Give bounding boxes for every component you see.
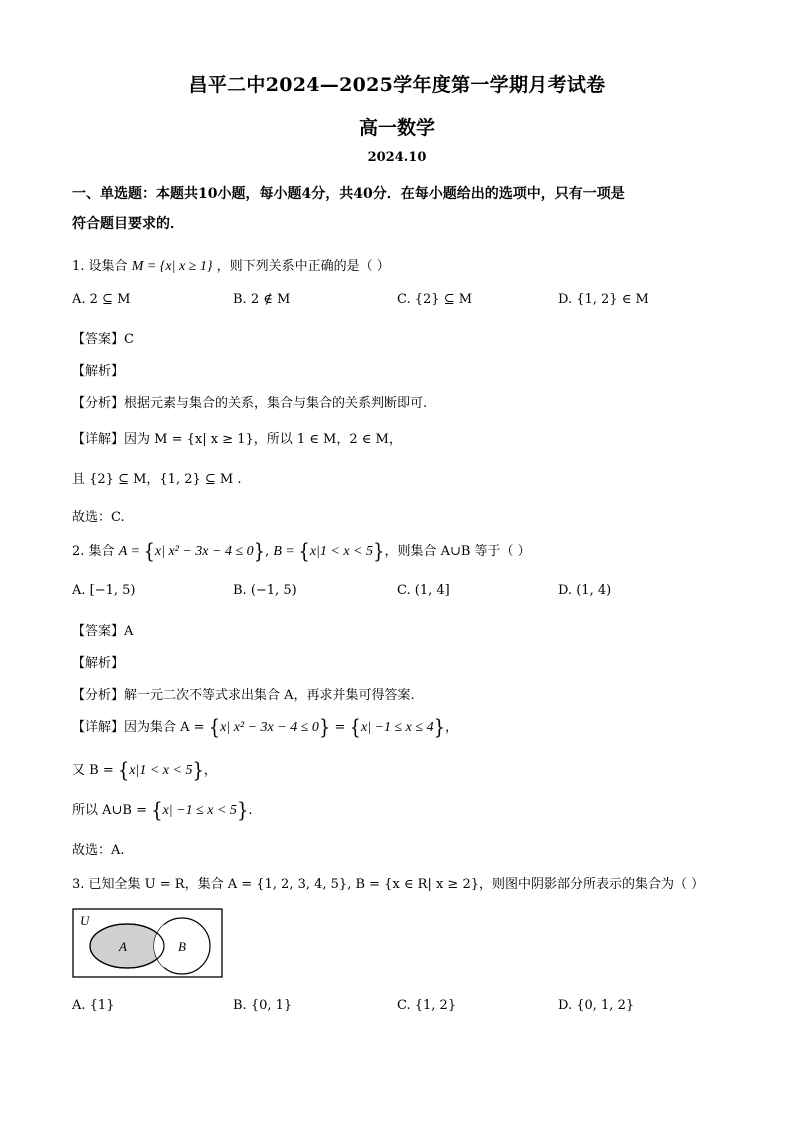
- q2-option-a: A. [−1, 5): [72, 583, 136, 598]
- q3-option-c: C. {1, 2}: [397, 998, 457, 1013]
- q2-union-prefix: 所以 A∪B =: [72, 803, 152, 818]
- right-brace: }: [253, 539, 266, 564]
- q2-union: [72, 799, 253, 821]
- q2-choose: 故选：A.: [72, 843, 125, 858]
- q2-lineb-body: x|1 < x < 5: [129, 763, 193, 778]
- q1-analysis-label: 【解析】: [72, 364, 125, 379]
- q2-option-c: C. (1, 4]: [397, 583, 450, 598]
- q2-seta-label: A =: [118, 544, 144, 559]
- q3-stem: 3. 已知全集 U = R，集合 A = {1, 2, 3, 4, 5}, B = {x ∈ R| x ≥ 2}，则图中阴影部分所表示的集合为（ ）: [72, 877, 705, 892]
- q3-option-a: A. {1}: [72, 998, 115, 1013]
- left-brace: {: [349, 715, 361, 740]
- q2-union-body: x| −1 ≤ x < 5: [162, 803, 237, 818]
- right-brace: }: [373, 539, 385, 564]
- right-brace: }: [318, 715, 331, 740]
- exam-date: 2024.10: [367, 150, 427, 165]
- q1-choose: 故选：C.: [72, 510, 125, 525]
- q2-option-b: B. (−1, 5): [233, 583, 297, 598]
- q1-option-d: D. {1, 2} ∈ M: [558, 292, 649, 307]
- q1-set: M = {x| x ≥ 1}: [131, 259, 213, 274]
- left-brace: {: [143, 539, 155, 564]
- venn-u-label: U: [80, 913, 90, 928]
- right-brace: }: [192, 758, 204, 783]
- q2-setb-body: x|1 < x < 5: [309, 544, 373, 559]
- right-brace: }: [433, 715, 446, 740]
- q2-stem: 2. 集合 A = {x| x² − 3x − 4 ≤ 0}, B = {x|1 < x < 5}，则集合 A∪B 等于（ ）: [72, 539, 531, 564]
- q1-option-a: A. 2 ⊆ M: [72, 292, 131, 307]
- q2-detail-body2: x| −1 ≤ x ≤ 4: [360, 720, 434, 735]
- q2-lineb-prefix: 又 B =: [72, 763, 118, 778]
- q1-prefix: 1. 设集合: [72, 259, 128, 274]
- left-brace: {: [208, 715, 221, 740]
- section-heading-line2: 符合题目要求的．: [72, 216, 184, 232]
- exam-title: 昌平二中2024—2025学年度第一学期月考试卷: [188, 74, 606, 96]
- q2-detail-body1: x| x² − 3x − 4 ≤ 0: [220, 720, 319, 735]
- q2-option-d: D. (1, 4): [558, 583, 612, 598]
- q3-option-d: D. {0, 1, 2}: [558, 998, 635, 1013]
- section-heading-line1: 一、单选题：本题共10小题，每小题4分，共40分．在每小题给出的选项中，只有一项是: [72, 186, 625, 202]
- q2-detail-prefix: 【详解】因为集合 A =: [72, 720, 209, 735]
- q2-union-suffix: .: [248, 803, 253, 818]
- venn-a-label: A: [119, 939, 127, 954]
- q1-suffix: ，则下列关系中正确的是（ ）: [216, 259, 390, 274]
- q2-lineb-suffix: ，: [203, 763, 217, 778]
- q2-setb-label: B =: [273, 544, 299, 559]
- left-brace: {: [117, 758, 130, 783]
- q2-detail-suffix: ，: [445, 720, 459, 735]
- q1-answer: 【答案】C: [72, 332, 134, 347]
- q1-detail: 【详解】因为 M = {x| x ≥ 1}，所以 1 ∈ M，2 ∈ M，: [72, 432, 402, 447]
- q3-option-b: B. {0, 1}: [233, 998, 293, 1013]
- q1-stem: [72, 255, 390, 275]
- right-brace: }: [236, 798, 249, 823]
- subject-title: 高一数学: [358, 117, 435, 139]
- left-brace: {: [298, 539, 310, 564]
- q1-option-b: B. 2 ∉ M: [233, 292, 291, 307]
- venn-diagram: [72, 908, 224, 980]
- q2-answer: 【答案】A: [72, 624, 134, 639]
- q2-suffix: ，则集合 A∪B 等于（ ）: [384, 544, 531, 559]
- left-brace: {: [151, 798, 163, 823]
- q1-detail2: 且 {2} ⊆ M，{1, 2} ⊆ M .: [72, 472, 242, 487]
- q1-option-c: C. {2} ⊆ M: [397, 292, 473, 307]
- q2-analysis-label: 【解析】: [72, 656, 125, 671]
- q2-prefix: 2. 集合: [72, 544, 115, 559]
- q1-fenxi: 【分析】根据元素与集合的关系，集合与集合的关系判断即可.: [72, 396, 428, 411]
- q2-line-b: [72, 759, 217, 781]
- q2-detail: 【详解】因为集合 A = {x| x² − 3x − 4 ≤ 0} = {x| −1 ≤ x ≤ 4}，: [72, 715, 459, 740]
- q2-seta-body: x| x² − 3x − 4 ≤ 0: [154, 544, 254, 559]
- venn-b-label: B: [178, 939, 186, 954]
- q2-fenxi: 【分析】解一元二次不等式求出集合 A，再求并集可得答案.: [72, 688, 415, 703]
